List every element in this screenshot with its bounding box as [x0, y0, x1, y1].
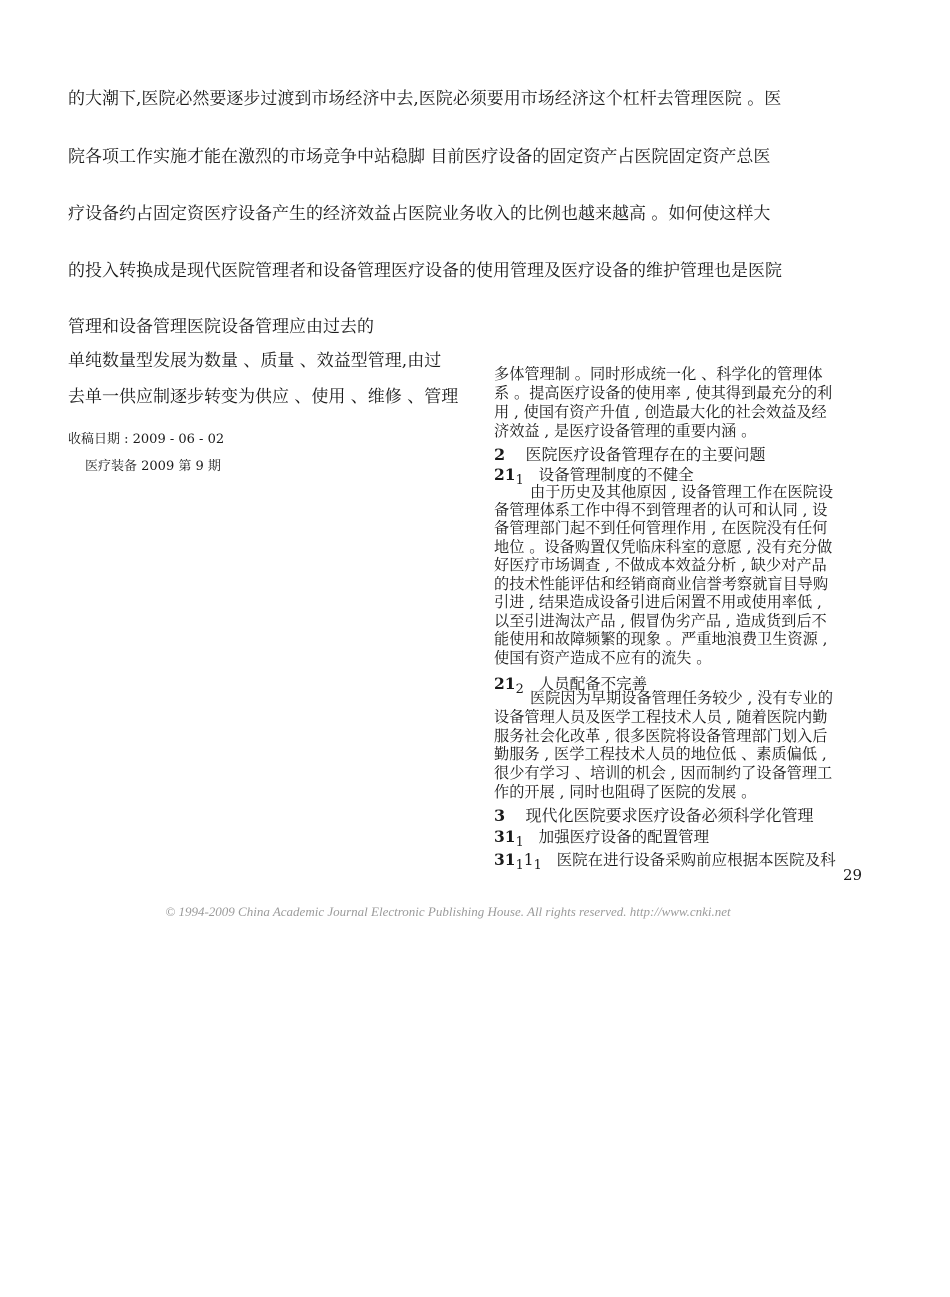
- body-line: 管理和设备管理医院设备管理应由过去的: [68, 317, 374, 337]
- right-col-line: 设备管理人员及医学工程技术人员 , 随着医院内勤: [494, 708, 828, 726]
- page-number: 29: [843, 866, 863, 884]
- right-col-line: 使国有资产造成不应有的流失 。: [494, 649, 712, 667]
- journal-issue: 医疗装备 2009 第 9 期: [85, 459, 221, 474]
- right-col-line: 好医疗市场调查 , 不做成本效益分析 , 缺少对产品: [494, 556, 827, 574]
- right-col-line: 引进 , 结果造成设备引进后闲置不用或使用率低 ,: [494, 593, 822, 611]
- section-heading-3: 3 现代化医院要求医疗设备必须科学化管理: [494, 806, 814, 825]
- right-col-line: 很少有学习 、培训的机会 , 因而制约了设备管理工: [494, 764, 833, 782]
- right-col-line: 的技术性能评估和经销商商业信誉考察就盲目导购: [494, 575, 829, 593]
- right-col-line: 多体管理制 。同时形成统一化 、科学化的管理体: [494, 365, 823, 383]
- right-col-line: 系 。提高医疗设备的使用率 , 使其得到最充分的利: [494, 384, 833, 402]
- right-col-line: 济效益 , 是医疗设备管理的重要内涵 。: [494, 422, 757, 440]
- right-col-line: 地位 。设备购置仅凭临床科室的意愿 , 没有充分做: [494, 538, 833, 556]
- body-line: 疗设备约占固定资医疗设备产生的经济效益占医院业务收入的比例也越来越高 。如何使这样大: [68, 204, 771, 224]
- subsection-heading-2-1: $21_1$ 设备管理制度的不健全: [494, 465, 694, 489]
- subsection-heading-2-2: $21_2$ 人员配备不完善: [494, 674, 648, 698]
- copyright-footer: © 1994-2009 China Academic Journal Electronic Publishing House. All rights reserved. http://www.cnki.net: [165, 904, 731, 919]
- right-col-line: 以至引进淘汰产品 , 假冒伪劣产品 , 造成货到后不: [494, 612, 827, 630]
- body-line: 院各项工作实施才能在激烈的市场竞争中站稳脚 目前医疗设备的固定资产占医院固定资产总医: [68, 147, 771, 167]
- right-col-line: 服务社会化改革 , 很多医院将设备管理部门划入后: [494, 727, 828, 745]
- body-line: 单纯数量型发展为数量 、质量 、效益型管理,由过: [68, 351, 442, 371]
- right-col-line: 由于历史及其他原因 , 设备管理工作在医院设: [530, 483, 834, 501]
- received-date: 收稿日期 : 2009 - 06 - 02: [68, 432, 225, 447]
- right-col-line: 备管理体系工作中得不到管理者的认可和认同 , 设: [494, 501, 828, 519]
- right-col-line: 医院因为早期设备管理任务较少 , 没有专业的: [530, 689, 834, 707]
- right-col-line: 作的开展 , 同时也阻碍了医院的发展 。: [494, 783, 757, 801]
- body-line: 去单一供应制逐步转变为供应 、使用 、维修 、管理: [68, 387, 459, 407]
- body-line: 的投入转换成是现代医院管理者和设备管理医疗设备的使用管理及医疗设备的维护管理也是医院: [68, 261, 782, 281]
- subsection-heading-3-1: $31_1$ 加强医疗设备的配置管理: [494, 827, 710, 851]
- section-heading-2: 2 医院医疗设备管理存在的主要问题: [494, 445, 766, 464]
- subsection-heading-3-1-1: $31_11_1$ 医院在进行设备采购前应根据本医院及科: [494, 850, 836, 874]
- right-col-line: 勤服务 , 医学工程技术人员的地位低 、素质偏低 ,: [494, 745, 827, 763]
- right-col-line: 备管理部门起不到任何管理作用 , 在医院没有任何: [494, 519, 828, 537]
- body-line: 的大潮下,医院必然要逐步过渡到市场经济中去,医院必须要用市场经济这个杠杆去管理医院 。医: [68, 89, 782, 109]
- right-col-line: 能使用和故障频繁的现象 。严重地浪费卫生资源 ,: [494, 630, 828, 648]
- right-col-line: 用 , 使国有资产升值 , 创造最大化的社会效益及经: [494, 403, 827, 421]
